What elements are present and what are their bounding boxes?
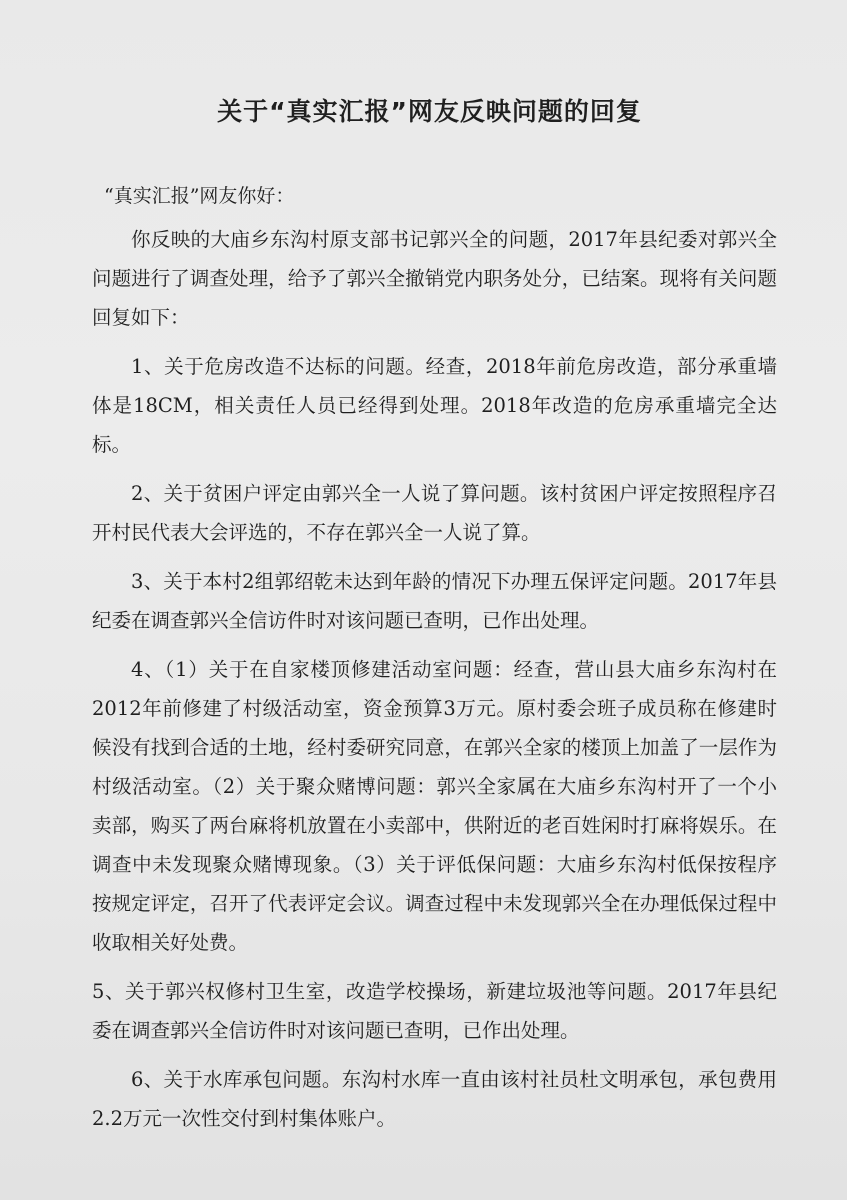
paragraph-item-3: 3、关于本村2组郭绍乾未达到年龄的情况下办理五保评定问题。2017年县纪委在调查郭兴全信访件时对该问题已查明，已作出处理。 — [92, 570, 777, 632]
paragraph-item-4: 4、（1）关于在自家楼顶修建活动室问题：经查，营山县大庙乡东沟村在2012年前修建了村级活动室，资金预算3万元。原村委会班子成员称在修建时候没有找到合适的土地，经村委研究同意，在郭兴全家的楼顶上加盖了一层作为村级活动室。（2）关于聚众赌博问题：郭兴全家属在大庙乡东沟村开了一个小卖部，购买了两台麻将机放置在小卖部中，供附近的老百姓闲时打麻将娱乐。在调查中未发现聚众赌博现象。（3）关于评低保问题：大庙乡东沟村低保按程序按规定评定，召开了代表评定会议。调查过程中未发现郭兴全在办理低保过程中收取相关好处费。 — [92, 658, 777, 954]
greeting-line: “真实汇报”网友你好： — [104, 185, 295, 207]
paragraph-item-1: 1、关于危房改造不达标的问题。经查，2018年前危房改造，部分承重墙体是18CM，相关责任人员已经得到处理。2018年改造的危房承重墙完全达标。 — [92, 355, 777, 456]
document-title: 关于“真实汇报”网友反映问题的回复 — [217, 97, 642, 126]
paragraph-intro: 你反映的大庙乡东沟村原支部书记郭兴全的问题，2017年县纪委对郭兴全问题进行了调查处理，给予了郭兴全撤销党内职务处分，已结案。现将有关问题回复如下： — [92, 228, 777, 329]
paragraph-item-6: 6、关于水库承包问题。东沟村水库一直由该村社员杜文明承包，承包费用2.2万元一次性交付到村集体账户。 — [92, 1068, 777, 1130]
paragraph-item-2: 2、关于贫困户评定由郭兴全一人说了算问题。该村贫困户评定按照程序召开村民代表大会评选的，不存在郭兴全一人说了算。 — [92, 482, 777, 544]
paragraph-item-5: 5、关于郭兴权修村卫生室，改造学校操场，新建垃圾池等问题。2017年县纪委在调查郭兴全信访件时对该问题已查明，已作出处理。 — [92, 980, 777, 1042]
